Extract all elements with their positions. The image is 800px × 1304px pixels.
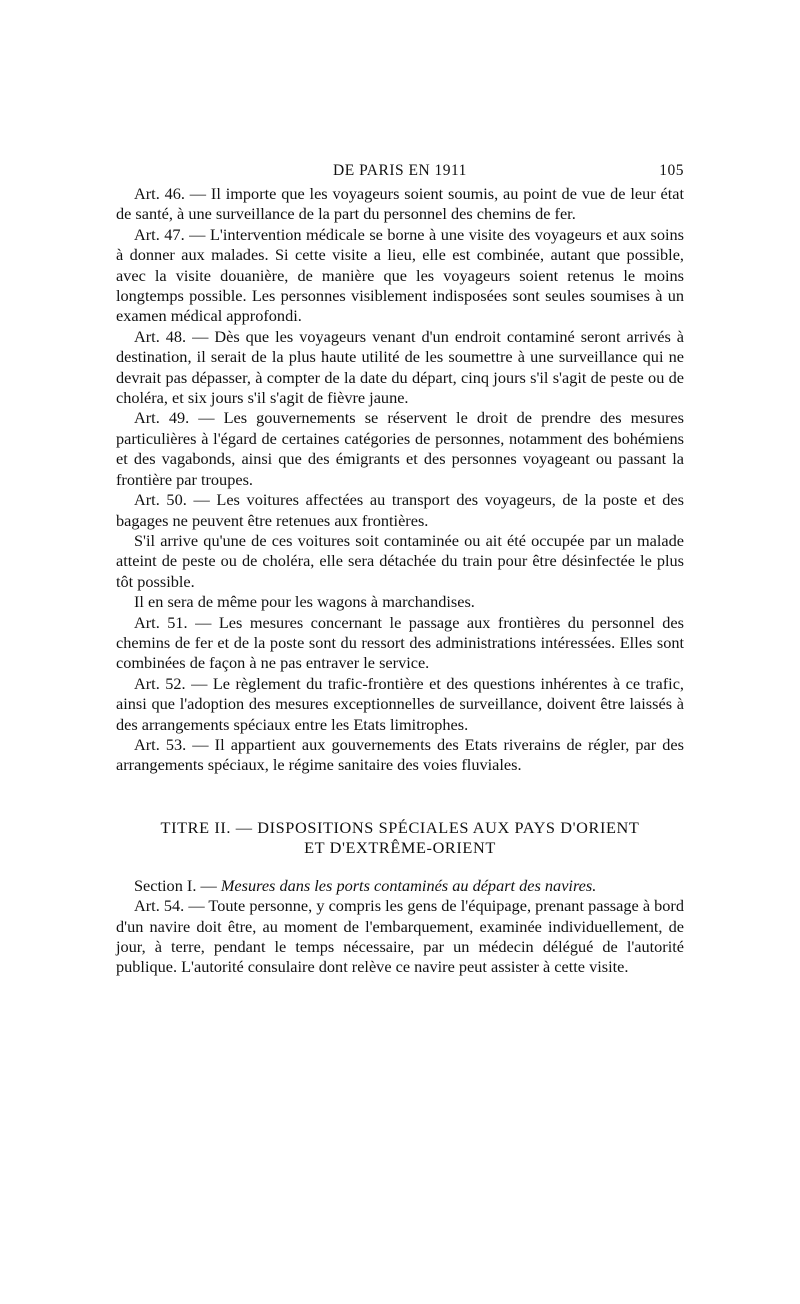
article-47: Art. 47. — L'intervention médicale se borne à une visite des voyageurs et aux soins à donner aux malades. Si cette visite a lieu, elle est combinée, autant que possible, avec la visite douanière, de manière que les voyageurs soient retenus le moins longtemps possible. Les personnes visiblement indisposées sont seules soumises à un examen médical approfondi.	[116, 224, 684, 326]
article-50: Art. 50. — Les voitures affectées au transport des voyageurs, de la poste et des bagages ne peuvent être retenues aux frontières.	[116, 490, 684, 530]
article-49: Art. 49. — Les gouvernements se réservent le droit de prendre des mesures particulières à l'égard de certaines catégories de personnes, notamment des bohémiens et des vagabonds, ainsi que des émigrants et des personnes voyageant ou passant la frontière par troupes.	[116, 408, 684, 489]
section-heading-line-1: TITRE II. — DISPOSITIONS SPÉCIALES AUX PAYS D'ORIENT	[160, 817, 640, 837]
article-48: Art. 48. — Dès que les voyageurs venant d'un endroit contaminé seront arrivés à destination, il serait de la plus haute utilité de les soumettre à une surveillance qui ne devrait pas dépasser, à compter de la date du départ, cinq jours s'il s'agit de peste ou de choléra, et six jours s'il s'agit de fièvre jaune.	[116, 326, 684, 408]
article-51: Art. 51. — Les mesures concernant le passage aux frontières du personnel des chemins de fer et de la poste sont du ressort des administrations intéressées. Elles sont combinées de façon à ne pas entraver le service.	[116, 612, 684, 673]
article-52: Art. 52. — Le règlement du trafic-frontière et des questions inhérentes à ce trafic, ainsi que l'adoption des mesures exceptionnelles de surveillance, doivent être laissés à des arrangements spéciaux entre les Etats limitrophes.	[116, 673, 684, 734]
subsection-title: Mesures dans les ports contaminés au départ des navires.	[220, 875, 597, 895]
subsection-heading	[116, 876, 684, 896]
article-list	[116, 184, 684, 776]
page-number: 105	[659, 162, 684, 179]
running-title: DE PARIS EN 1911	[333, 162, 467, 179]
article-53: Art. 53. — Il appartient aux gouvernements des Etats riverains de régler, par des arrangements spéciaux, le régime sanitaire des voies fluviales.	[116, 734, 684, 775]
book-page	[116, 150, 684, 978]
running-head	[116, 150, 684, 184]
article-50-wagons: Il en sera de même pour les wagons à marchandises.	[134, 592, 475, 612]
subsection-label: Section I. —	[134, 875, 217, 895]
section-heading-line-2: ET D'EXTRÊME-ORIENT	[304, 837, 496, 857]
article-46: Art. 46. — Il importe que les voyageurs soient soumis, au point de vue de leur état de santé, à une surveillance de la part du personnel des chemins de fer.	[116, 184, 684, 224]
article-54: Art. 54. — Toute personne, y compris les gens de l'équipage, prenant passage à bord d'un navire doit être, au moment de l'embarquement, examinée individuellement, de jour, à terre, pendant le temps nécessaire, par un médecin délégué de l'autorité publique. L'autorité consulaire dont relève ce navire peut assister à cette visite.	[116, 896, 684, 977]
section-heading	[116, 818, 684, 858]
article-50-continued: S'il arrive qu'une de ces voitures soit contaminée ou ait été occupée par un malade atteint de peste ou de choléra, elle sera détachée du train pour être désinfectée le plus tôt possible.	[116, 530, 684, 591]
